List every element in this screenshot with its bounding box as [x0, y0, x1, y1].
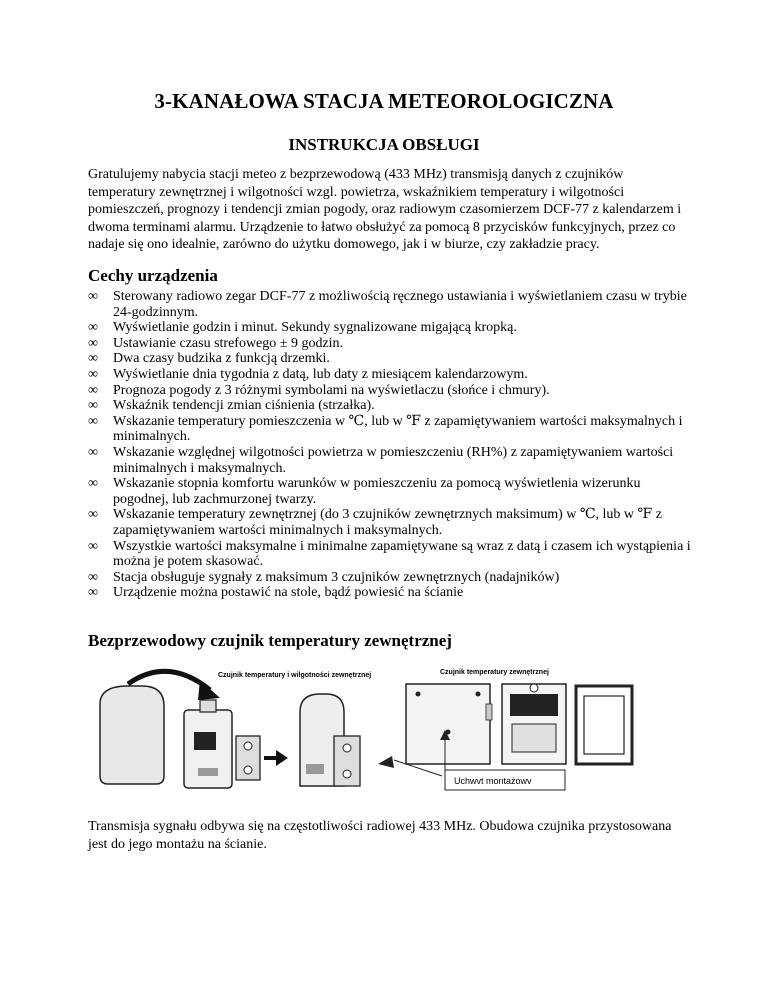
document-subtitle: INSTRUKCJA OBSŁUGI: [288, 135, 480, 154]
feature-text: Wszystkie wartości maksymalne i minimalne zapamiętywane są wraz z datą i czasem ich wystąpienia i można je potem skasować.: [113, 538, 691, 570]
bullet-icon: ∞: [88, 413, 98, 429]
feature-item: [88, 445, 698, 476]
feature-text: Wskazanie temperatury zewnętrznej (do 3 czujników zewnętrznych maksimum) w ℃, lub w ℉ z zapamiętywaniem wartości minimalnych i maksymalnych.: [113, 507, 662, 538]
feature-item: [88, 539, 698, 570]
intro-paragraph: Gratulujemy nabycia stacji meteo z bezprzewodową (433 MHz) transmisją danych z czujników temperatury zewnętrznej i wilgotności wzgl. powietrza, wskaźnikiem temperatury i wilgotności pomieszczeń, prognozy i tendencji zmian pogody, oraz radiowym czasomierzem DCF-77 z kalendarzem i dwoma terminami alarmu. Urządzenie to łatwo obsłużyć za pomocą 8 przycisków funkcyjnych, przez co nadaje się ono idealnie, zarówno do użytku domowego, jak i w biurze, czy zakładzie pracy.: [88, 167, 682, 253]
feature-item: [88, 351, 698, 367]
feature-item: [88, 570, 698, 586]
bullet-icon: ∞: [88, 382, 98, 398]
features-heading: Cechy urządzenia: [88, 266, 218, 285]
bullet-icon: ∞: [88, 538, 98, 554]
feature-text: Wskazanie temperatury pomieszczenia w ℃, lub w ℉ z zapamiętywaniem wartości maksymalnych i minimalnych.: [113, 413, 683, 445]
sensor-left-label: Czujnik temperatury i wilgotności zewnętrznej: [218, 672, 372, 679]
sensor-cover-icon: [100, 686, 164, 784]
bullet-icon: ∞: [88, 507, 98, 523]
bullet-icon: ∞: [88, 476, 98, 492]
sensor-display-icon: [194, 732, 216, 750]
feature-item: [88, 367, 698, 383]
feature-text: Wskaźnik tendencji zmian ciśnienia (strzałka).: [113, 398, 375, 414]
feature-text: Sterowany radiowo zegar DCF-77 z możliwością ręcznego ustawiania i wyświetlaniem czasu w trybie 24-godzinnym.: [113, 289, 687, 320]
feature-text: Urządzenie można postawić na stole, bądź powiesić na ścianie: [113, 585, 464, 601]
bullet-icon: ∞: [88, 398, 98, 414]
feature-text: Wskazanie stopnia komfortu warunków w pomieszczeniu za pomocą wyświetlenia wizerunku pogodnej, lub zachmurzonej twarzy.: [113, 476, 641, 507]
feature-item: [88, 476, 698, 507]
callout-label: Uchwvt montażowv: [454, 776, 532, 786]
bullet-icon: ∞: [88, 366, 98, 382]
sensor-right-label: Czujnik temperatury zewnętrznej: [440, 669, 549, 676]
bullet-icon: ∞: [88, 335, 98, 351]
feature-item: [88, 507, 698, 538]
bullet-icon: ∞: [88, 444, 98, 460]
feature-text: Wyświetlanie dnia tygodnia z datą, lub daty z miesiącem kalendarzowym.: [113, 366, 528, 382]
feature-text: Wyświetlanie godzin i minut. Sekundy sygnalizowane migającą kropką.: [113, 320, 517, 336]
features-list: [88, 289, 698, 601]
sensor-heading: Bezprzewodowy czujnik temperatury zewnętrznej: [88, 631, 452, 650]
sensor-illustration: [88, 664, 650, 802]
feature-text: Prognoza pogody z 3 różnymi symbolami na wyświetlaczu (słońce i chmury).: [113, 382, 550, 398]
bullet-icon: ∞: [88, 569, 98, 585]
sensor-left-panel: [88, 664, 373, 802]
pointer-arrow-icon: [378, 756, 394, 768]
feature-text: Ustawianie czasu strefowego ± 9 godzin.: [113, 335, 344, 351]
feature-text: Dwa czasy budzika z funkcją drzemki.: [113, 351, 330, 367]
bullet-icon: ∞: [88, 289, 98, 304]
feature-item: [88, 414, 698, 445]
sensor-right-panel: [378, 666, 645, 796]
bullet-icon: ∞: [88, 585, 98, 601]
document-title: 3-KANAŁOWA STACJA METEOROLOGICZNA: [154, 89, 614, 113]
feature-item: [88, 336, 698, 352]
feature-item: [88, 585, 698, 601]
feature-item: [88, 398, 698, 414]
feature-item: [88, 289, 698, 320]
feature-item: [88, 383, 698, 399]
feature-item: [88, 320, 698, 336]
feature-text: Stacja obsługuje sygnały z maksimum 3 czujników zewnętrznych (nadajników): [113, 569, 560, 585]
bullet-icon: ∞: [88, 351, 98, 367]
bullet-icon: ∞: [88, 320, 98, 336]
feature-text: Wskazanie względnej wilgotności powietrza w pomieszczeniu (RH%) z zapamiętywaniem wartości minimalnych i maksymalnych.: [113, 444, 674, 476]
outro-paragraph: Transmisja sygnału odbywa się na częstotliwości radiowej 433 MHz. Obudowa czujnika przystosowana jest do jego montażu na ścianie.: [88, 819, 672, 852]
